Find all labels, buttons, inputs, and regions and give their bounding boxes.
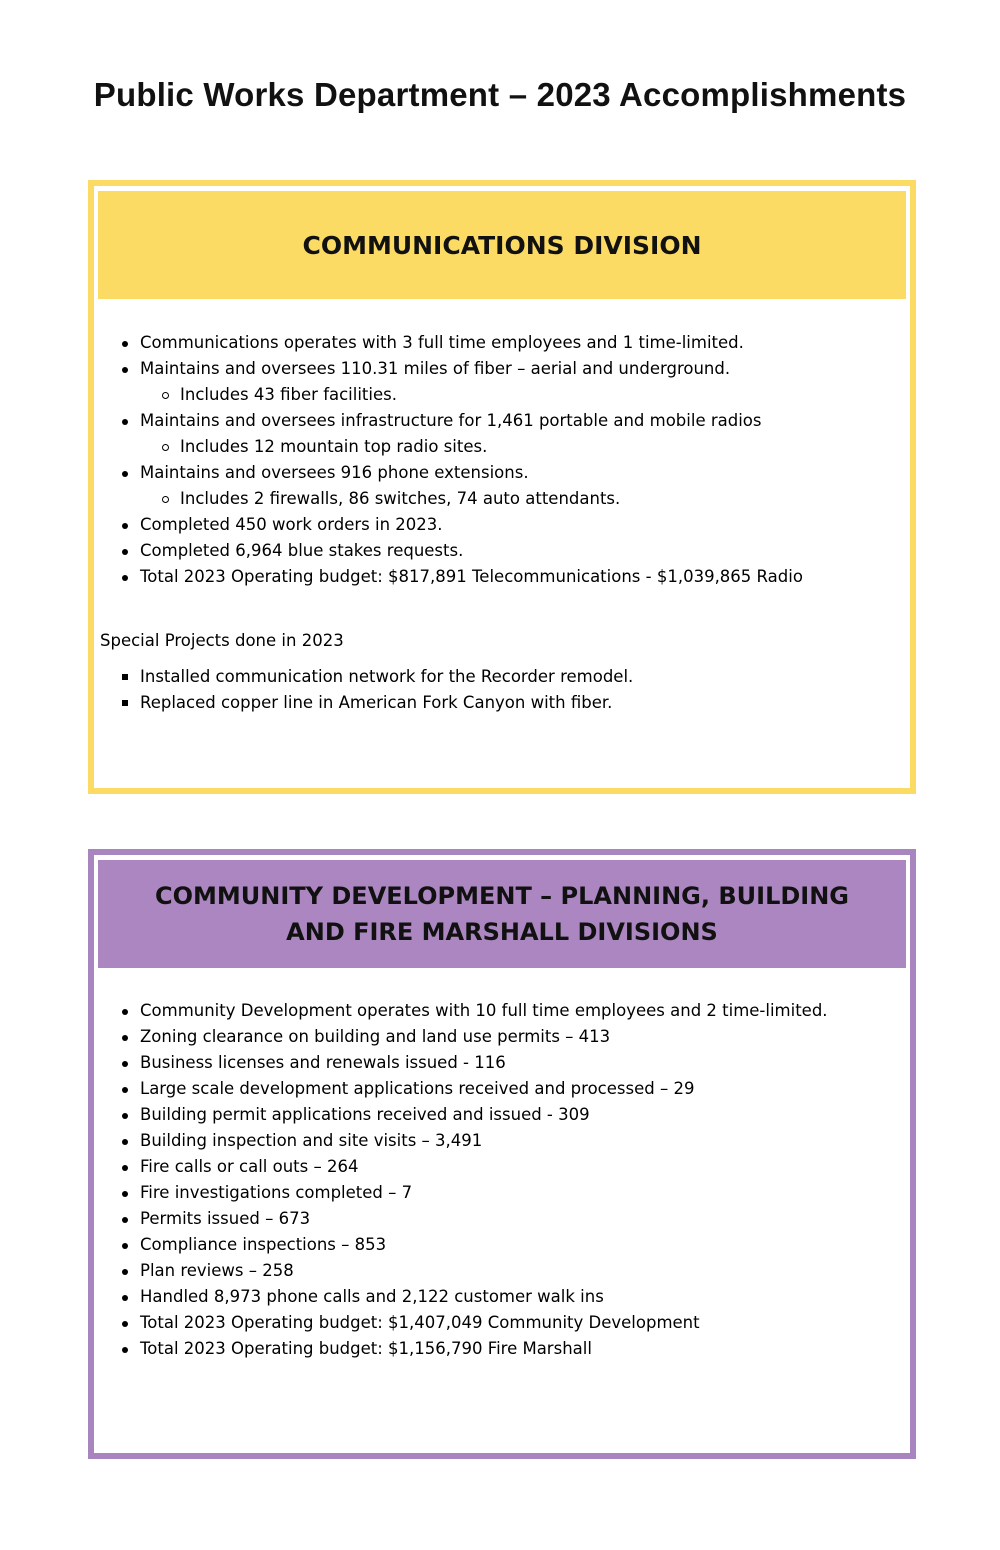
bullet-icon	[122, 1009, 128, 1015]
list-item	[94, 1076, 910, 1102]
list-item	[94, 1258, 910, 1284]
list-item-text: Installed communication network for the Recorder remodel.	[140, 667, 634, 686]
sub-list-item-text: Includes 2 firewalls, 86 switches, 74 auto attendants.	[180, 489, 621, 508]
list-item	[94, 1024, 910, 1050]
circle-bullet-icon	[162, 444, 169, 451]
list-item-text: Community Development operates with 10 full time employees and 2 time-limited.	[140, 1001, 828, 1020]
list-item	[94, 1284, 910, 1310]
bullet-icon	[122, 1243, 128, 1249]
list-item-text: Permits issued – 673	[140, 1209, 311, 1228]
list-item-text: Maintains and oversees 916 phone extensions.	[140, 463, 529, 482]
circle-bullet-icon	[162, 392, 169, 399]
special-projects-list	[94, 664, 910, 716]
bullet-icon	[122, 419, 128, 425]
bullet-icon	[122, 1087, 128, 1093]
communications-list-container	[94, 330, 910, 590]
list-item-text: Completed 450 work orders in 2023.	[140, 515, 443, 534]
list-item-text: Fire calls or call outs – 264	[140, 1157, 359, 1176]
list-item	[94, 1232, 910, 1258]
special-projects-heading: Special Projects done in 2023	[100, 631, 344, 650]
list-item	[94, 356, 910, 382]
list-item	[94, 538, 910, 564]
list-item	[94, 1336, 910, 1362]
list-item	[94, 1154, 910, 1180]
list-item-text: Total 2023 Operating budget: $817,891 Telecommunications - $1,039,865 Radio	[140, 567, 803, 586]
community-development-heading	[98, 860, 906, 968]
heading-line-1: COMMUNITY DEVELOPMENT – PLANNING, BUILDING	[154, 882, 849, 910]
list-item	[94, 408, 910, 434]
list-item	[94, 330, 910, 356]
bullet-icon	[122, 341, 128, 347]
list-item	[94, 460, 910, 486]
page-title: Public Works Department – 2023 Accomplishments	[93, 76, 907, 113]
circle-bullet-icon	[162, 496, 169, 503]
bullet-icon	[122, 1269, 128, 1275]
community-development-panel	[88, 849, 916, 1459]
list-item	[94, 1102, 910, 1128]
bullet-icon	[122, 367, 128, 373]
special-projects-container	[94, 664, 910, 716]
bullet-icon	[122, 1321, 128, 1327]
list-item-text: Fire investigations completed – 7	[140, 1183, 413, 1202]
bullet-icon	[122, 1035, 128, 1041]
communications-list	[94, 330, 910, 590]
bullet-icon	[122, 1191, 128, 1197]
square-bullet-icon	[122, 674, 128, 680]
bullet-icon	[122, 1165, 128, 1171]
sub-list-item-text: Includes 12 mountain top radio sites.	[180, 437, 488, 456]
list-item-text: Building inspection and site visits – 3,491	[140, 1131, 483, 1150]
list-item	[94, 1128, 910, 1154]
list-item-text: Completed 6,964 blue stakes requests.	[140, 541, 464, 560]
list-item	[94, 690, 910, 716]
bullet-icon	[122, 549, 128, 555]
bullet-icon	[122, 1139, 128, 1145]
bullet-icon	[122, 523, 128, 529]
list-item-text: Zoning clearance on building and land use permits – 413	[140, 1027, 611, 1046]
list-item	[94, 1050, 910, 1076]
sub-list-item	[94, 434, 910, 460]
bullet-icon	[122, 1347, 128, 1353]
list-item-text: Replaced copper line in American Fork Canyon with fiber.	[140, 693, 613, 712]
bullet-icon	[122, 471, 128, 477]
bullet-icon	[122, 1061, 128, 1067]
communications-panel	[88, 180, 916, 794]
communications-heading: COMMUNICATIONS DIVISION	[98, 191, 906, 299]
sub-list-item-text: Includes 43 fiber facilities.	[180, 385, 397, 404]
list-item-text: Building permit applications received and issued - 309	[140, 1105, 590, 1124]
list-item-text: Maintains and oversees infrastructure for 1,461 portable and mobile radios	[140, 411, 762, 430]
community-development-list	[94, 998, 910, 1362]
list-item	[94, 1206, 910, 1232]
list-item	[94, 998, 910, 1024]
list-item	[94, 1310, 910, 1336]
list-item-text: Communications operates with 3 full time employees and 1 time-limited.	[140, 333, 744, 352]
community-development-list-container	[94, 998, 910, 1362]
bullet-icon	[122, 1113, 128, 1119]
sub-list-item	[94, 486, 910, 512]
list-item	[94, 564, 910, 590]
list-item-text: Handled 8,973 phone calls and 2,122 customer walk ins	[140, 1287, 604, 1306]
heading-line-2: AND FIRE MARSHALL DIVISIONS	[286, 918, 718, 946]
list-item	[94, 512, 910, 538]
list-item-text: Total 2023 Operating budget: $1,407,049 Community Development	[140, 1313, 700, 1332]
square-bullet-icon	[122, 700, 128, 706]
list-item	[94, 1180, 910, 1206]
sub-list-item	[94, 382, 910, 408]
list-item-text: Compliance inspections – 853	[140, 1235, 387, 1254]
list-item-text: Large scale development applications received and processed – 29	[140, 1079, 695, 1098]
bullet-icon	[122, 575, 128, 581]
bullet-icon	[122, 1295, 128, 1301]
list-item-text: Maintains and oversees 110.31 miles of fiber – aerial and underground.	[140, 359, 731, 378]
list-item-text: Total 2023 Operating budget: $1,156,790 Fire Marshall	[140, 1339, 592, 1358]
bullet-icon	[122, 1217, 128, 1223]
list-item	[94, 664, 910, 690]
list-item-text: Plan reviews – 258	[140, 1261, 294, 1280]
list-item-text: Business licenses and renewals issued - 116	[140, 1053, 506, 1072]
